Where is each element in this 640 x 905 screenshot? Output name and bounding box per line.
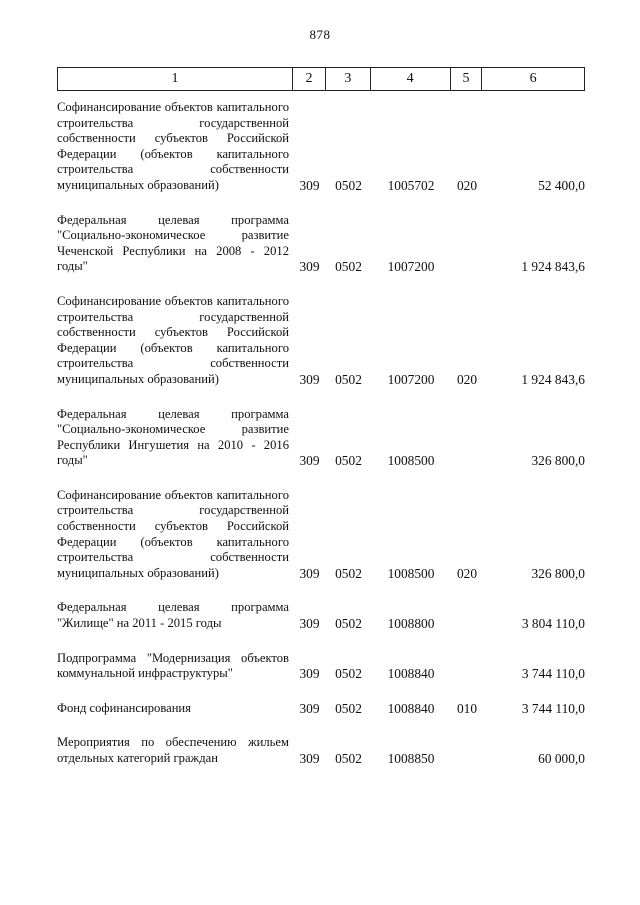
column-header-5: 5 — [451, 68, 483, 90]
row-amount: 326 800,0 — [531, 453, 585, 469]
column-header-3: 3 — [326, 68, 371, 90]
row-target-code: 1008500 — [387, 453, 435, 469]
column-header-4: 4 — [371, 68, 451, 90]
row-target-code: 1007200 — [387, 371, 435, 387]
row-description: Мероприятия по обеспечению жильем отдельных категорий граждан — [57, 735, 289, 765]
table-row — [57, 488, 585, 582]
row-section-code: 0502 — [335, 700, 362, 716]
table-row — [57, 651, 585, 682]
row-section-code: 0502 — [335, 259, 362, 275]
table-row — [57, 294, 585, 388]
table-row — [57, 213, 585, 275]
row-description: Фонд софинансирования — [57, 700, 191, 715]
table-row — [57, 600, 585, 631]
row-amount: 1 924 843,6 — [521, 259, 585, 275]
row-description: Подпрограмма "Модернизация объектов коммунальной инфраструктуры" — [57, 650, 289, 681]
table-row — [57, 407, 585, 469]
row-section-code: 0502 — [335, 751, 362, 766]
table-header — [57, 67, 585, 91]
row-ministry-code: 309 — [299, 616, 320, 632]
row-amount: 60 000,0 — [538, 751, 585, 766]
row-expense-type: 020 — [456, 177, 478, 193]
row-section-code: 0502 — [335, 616, 362, 632]
row-target-code: 1008840 — [387, 700, 435, 716]
row-ministry-code: 309 — [299, 371, 320, 387]
row-target-code: 1007200 — [387, 259, 435, 275]
row-ministry-code: 309 — [299, 666, 320, 682]
row-amount: 326 800,0 — [531, 565, 585, 581]
row-ministry-code: 309 — [299, 259, 320, 275]
budget-table-body — [57, 100, 585, 786]
row-section-code: 0502 — [335, 177, 362, 193]
row-description: Федеральная целевая программа "Социально-экономическое развитие Республики Ингушетия на 2010 - 2016 годы" — [57, 406, 289, 468]
row-ministry-code: 309 — [299, 700, 320, 716]
row-target-code: 1008850 — [387, 751, 435, 766]
column-header-2: 2 — [293, 68, 326, 90]
column-header-1: 1 — [58, 68, 293, 90]
row-expense-type: 020 — [456, 565, 478, 581]
row-ministry-code: 309 — [299, 177, 320, 193]
row-amount: 52 400,0 — [538, 177, 585, 193]
row-target-code: 1008800 — [387, 616, 435, 632]
row-description: Федеральная целевая программа "Социально-экономическое развитие Чеченской Республики на 2008 - 2012 годы" — [57, 212, 289, 274]
row-section-code: 0502 — [335, 453, 362, 469]
row-description: Софинансирование объектов капитального строительства государственной собственности субъектов Российской Федерации (объектов капитального строительства собственности муниципальных образований) — [57, 487, 289, 580]
row-ministry-code: 309 — [299, 751, 320, 766]
row-section-code: 0502 — [335, 565, 362, 581]
row-ministry-code: 309 — [299, 453, 320, 469]
row-amount: 1 924 843,6 — [521, 371, 585, 387]
table-row — [57, 100, 585, 194]
row-amount: 3 804 110,0 — [521, 616, 585, 632]
row-expense-type: 010 — [456, 700, 478, 716]
row-expense-type: 020 — [456, 371, 478, 387]
row-target-code: 1008500 — [387, 565, 435, 581]
table-row — [57, 735, 585, 766]
row-description: Софинансирование объектов капитального строительства государственной собственности субъектов Российской Федерации (объектов капитального строительства собственности муниципальных образований) — [57, 100, 289, 192]
row-ministry-code: 309 — [299, 565, 320, 581]
page-number: 878 — [309, 27, 331, 42]
row-amount: 3 744 110,0 — [521, 666, 585, 682]
column-header-6: 6 — [529, 71, 537, 86]
row-amount: 3 744 110,0 — [521, 700, 585, 716]
row-description: Федеральная целевая программа "Жилище" на 2011 - 2015 годы — [57, 600, 289, 631]
row-section-code: 0502 — [335, 666, 362, 682]
table-row — [57, 701, 585, 717]
row-description: Софинансирование объектов капитального строительства государственной собственности субъектов Российской Федерации (объектов капитального строительства собственности муниципальных образований) — [57, 293, 289, 386]
row-section-code: 0502 — [335, 371, 362, 387]
row-target-code: 1005702 — [387, 177, 435, 193]
row-target-code: 1008840 — [387, 666, 435, 682]
